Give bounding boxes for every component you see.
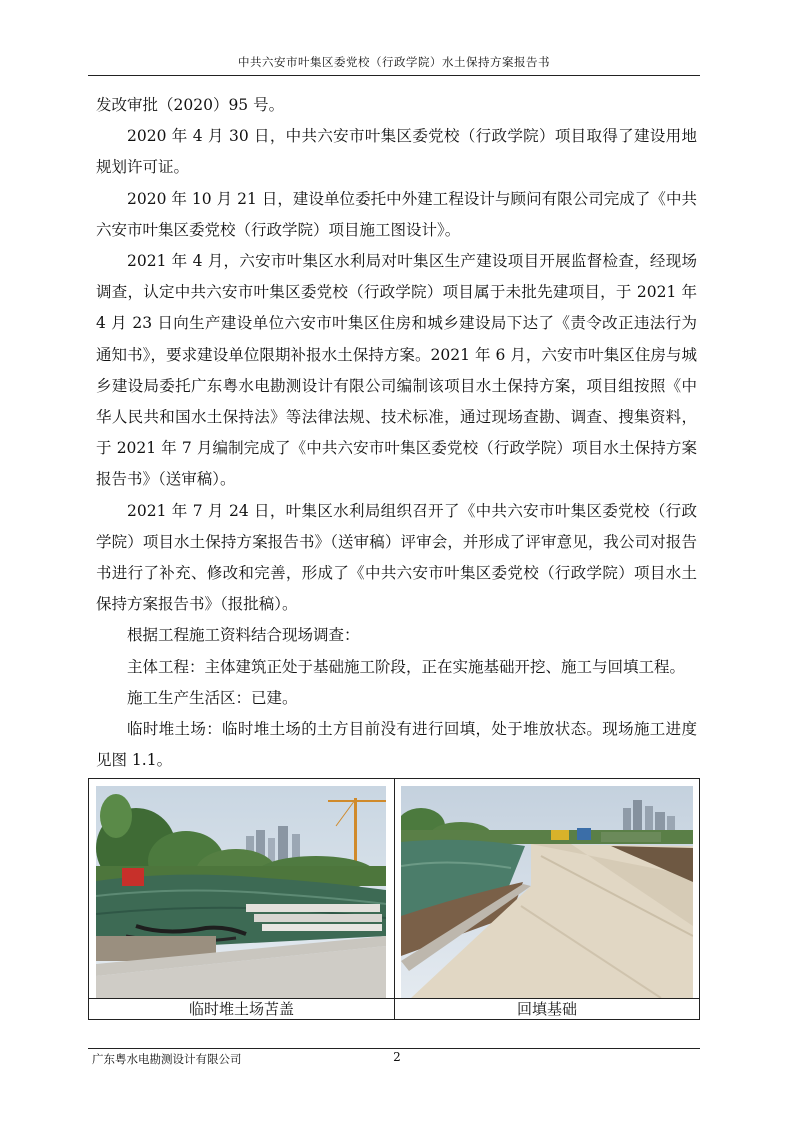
header-divider <box>88 75 700 76</box>
photo-table <box>88 778 700 1020</box>
footer-divider <box>88 1048 700 1049</box>
photo-cell-right <box>395 779 699 1019</box>
page-number: 2 <box>393 1050 401 1064</box>
photo-stockpile-image <box>96 786 386 998</box>
paragraph-2: 2020 年 4 月 30 日，中共六安市叶集区委党校（行政学院）项目取得了建设用地规划许可证。 <box>96 127 697 177</box>
photo-stockpile-covering <box>96 786 386 998</box>
paragraph-8: 施工生产生活区：已建。 <box>127 688 298 707</box>
paragraph-5: 2021 年 7 月 24 日，叶集区水利局组织召开了《中共六安市叶集区委党校（行政学院）项目水土保持方案报告书》（送审稿）评审会，并形成了评审意见，我公司对报告书进行了补充、修改和完善，形成了《中共六安市叶集区委党校（行政学院）项目水土保持方案报告书》（报批稿）。 <box>96 501 697 614</box>
photo-cell-left <box>89 779 395 1019</box>
body-text <box>96 90 697 776</box>
paragraph-3: 2020 年 10 月 21 日，建设单位委托中外建工程设计与顾问有限公司完成了《中共六安市叶集区委党校（行政学院）项目施工图设计》。 <box>96 189 697 239</box>
paragraph-9: 临时堆土场：临时堆土场的土方目前没有进行回填，处于堆放状态。现场施工进度见图 1.1。 <box>96 720 697 770</box>
photo-backfill-image <box>401 786 693 998</box>
photo-backfill-foundation <box>401 786 693 998</box>
page-header-title: 中共六安市叶集区委党校（行政学院）水土保持方案报告书 <box>238 55 550 69</box>
footer-company: 广东粤水电勘测设计有限公司 <box>92 1052 242 1066</box>
photo-caption-left: 临时堆土场苫盖 <box>89 998 394 1020</box>
paragraph-6: 根据工程施工资料结合现场调查： <box>127 626 360 645</box>
photo-caption-right: 回填基础 <box>395 998 699 1020</box>
paragraph-1: 发改审批（2020）95 号。 <box>96 96 285 114</box>
paragraph-4: 2021 年 4 月，六安市叶集区水利局对叶集区生产建设项目开展监督检查，经现场调查，认定中共六安市叶集区委党校（行政学院）项目属于未批先建项目，于 2021 年 4 月 23 日向生产建设单位六安市叶集区住房和城乡建设局下达了《责令改正违法行为通知书》，要求建设单位限期补报水土保持方案。2021 年 6 月，六安市叶集区住房与城乡建设局委托广东粤水电勘测设计有限公司编制该项目水土保持方案，项目组按照《中华人民共和国水土保持法》等法律法规、技术标准，通过现场查勘、调查、搜集资料，于 2021 年 7 月编制完成了《中共六安市叶集区委党校（行政学院）项目水土保持方案报告书》（送审稿）。 <box>96 252 697 489</box>
paragraph-7: 主体工程：主体建筑正处于基础施工阶段，正在实施基础开挖、施工与回填工程。 <box>127 657 686 676</box>
